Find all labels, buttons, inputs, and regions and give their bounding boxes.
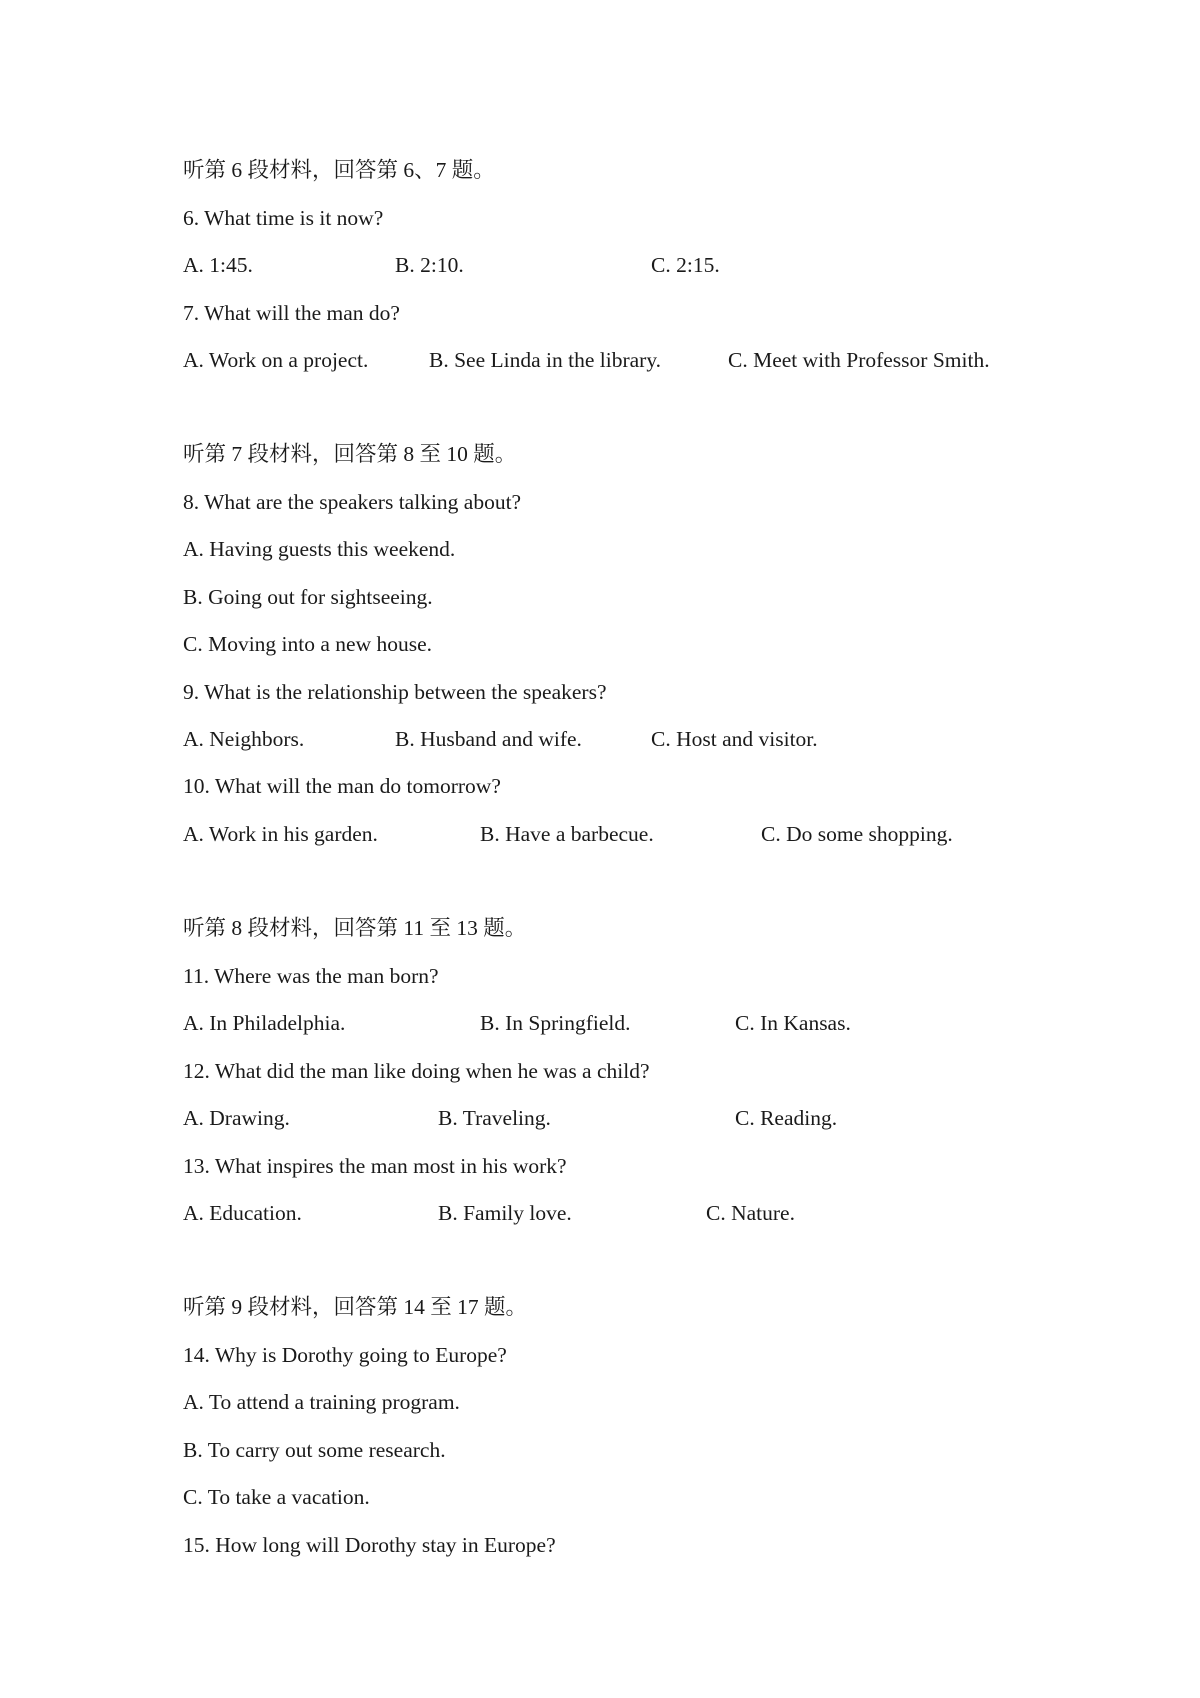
question-stem: 8. What are the speakers talking about? [183,490,522,514]
option-a: A. 1:45. [183,253,253,277]
option-c: C. Do some shopping. [761,822,953,846]
option-b: B. In Springfield. [480,1011,631,1035]
section-header: 听第 9 段材料，回答第 14 至 17 题。 [183,1295,528,1319]
option-a: A. Work in his garden. [183,822,378,846]
option-c: C. In Kansas. [735,1011,851,1035]
option-a: A. Neighbors. [183,727,305,751]
option-a: A. Work on a project. [183,348,369,372]
option-b: B. Husband and wife. [395,727,582,751]
question-stem: 6. What time is it now? [183,206,384,230]
option-c: C. Reading. [735,1106,838,1130]
question-stem: 11. Where was the man born? [183,964,439,988]
option-a: A. In Philadelphia. [183,1011,346,1035]
option-b: B. To carry out some research. [183,1438,446,1462]
option-c: C. Meet with Professor Smith. [728,348,990,372]
section-header: 听第 7 段材料，回答第 8 至 10 题。 [183,442,517,466]
question-stem: 15. How long will Dorothy stay in Europe? [183,1533,556,1557]
option-c: C. To take a vacation. [183,1485,370,1509]
option-c: C. Host and visitor. [651,727,818,751]
question-stem: 13. What inspires the man most in his work? [183,1154,567,1178]
option-a: A. Drawing. [183,1106,290,1130]
question-stem: 9. What is the relationship between the speakers? [183,680,607,704]
option-c: C. Moving into a new house. [183,632,433,656]
section-header: 听第 6 段材料，回答第 6、7 题。 [183,158,495,182]
option-b: B. Traveling. [438,1106,551,1130]
option-b: B. 2:10. [395,253,464,277]
question-stem: 10. What will the man do tomorrow? [183,774,501,798]
question-stem: 14. Why is Dorothy going to Europe? [183,1343,507,1367]
option-a: A. Education. [183,1201,302,1225]
option-b: B. Have a barbecue. [480,822,654,846]
option-b: B. Going out for sightseeing. [183,585,433,609]
option-b: B. Family love. [438,1201,572,1225]
question-stem: 7. What will the man do? [183,301,400,325]
option-c: C. 2:15. [651,253,720,277]
option-b: B. See Linda in the library. [429,348,662,372]
option-c: C. Nature. [706,1201,795,1225]
section-header: 听第 8 段材料，回答第 11 至 13 题。 [183,916,527,940]
option-a: A. To attend a training program. [183,1390,460,1414]
option-a: A. Having guests this weekend. [183,537,456,561]
question-stem: 12. What did the man like doing when he was a child? [183,1059,650,1083]
